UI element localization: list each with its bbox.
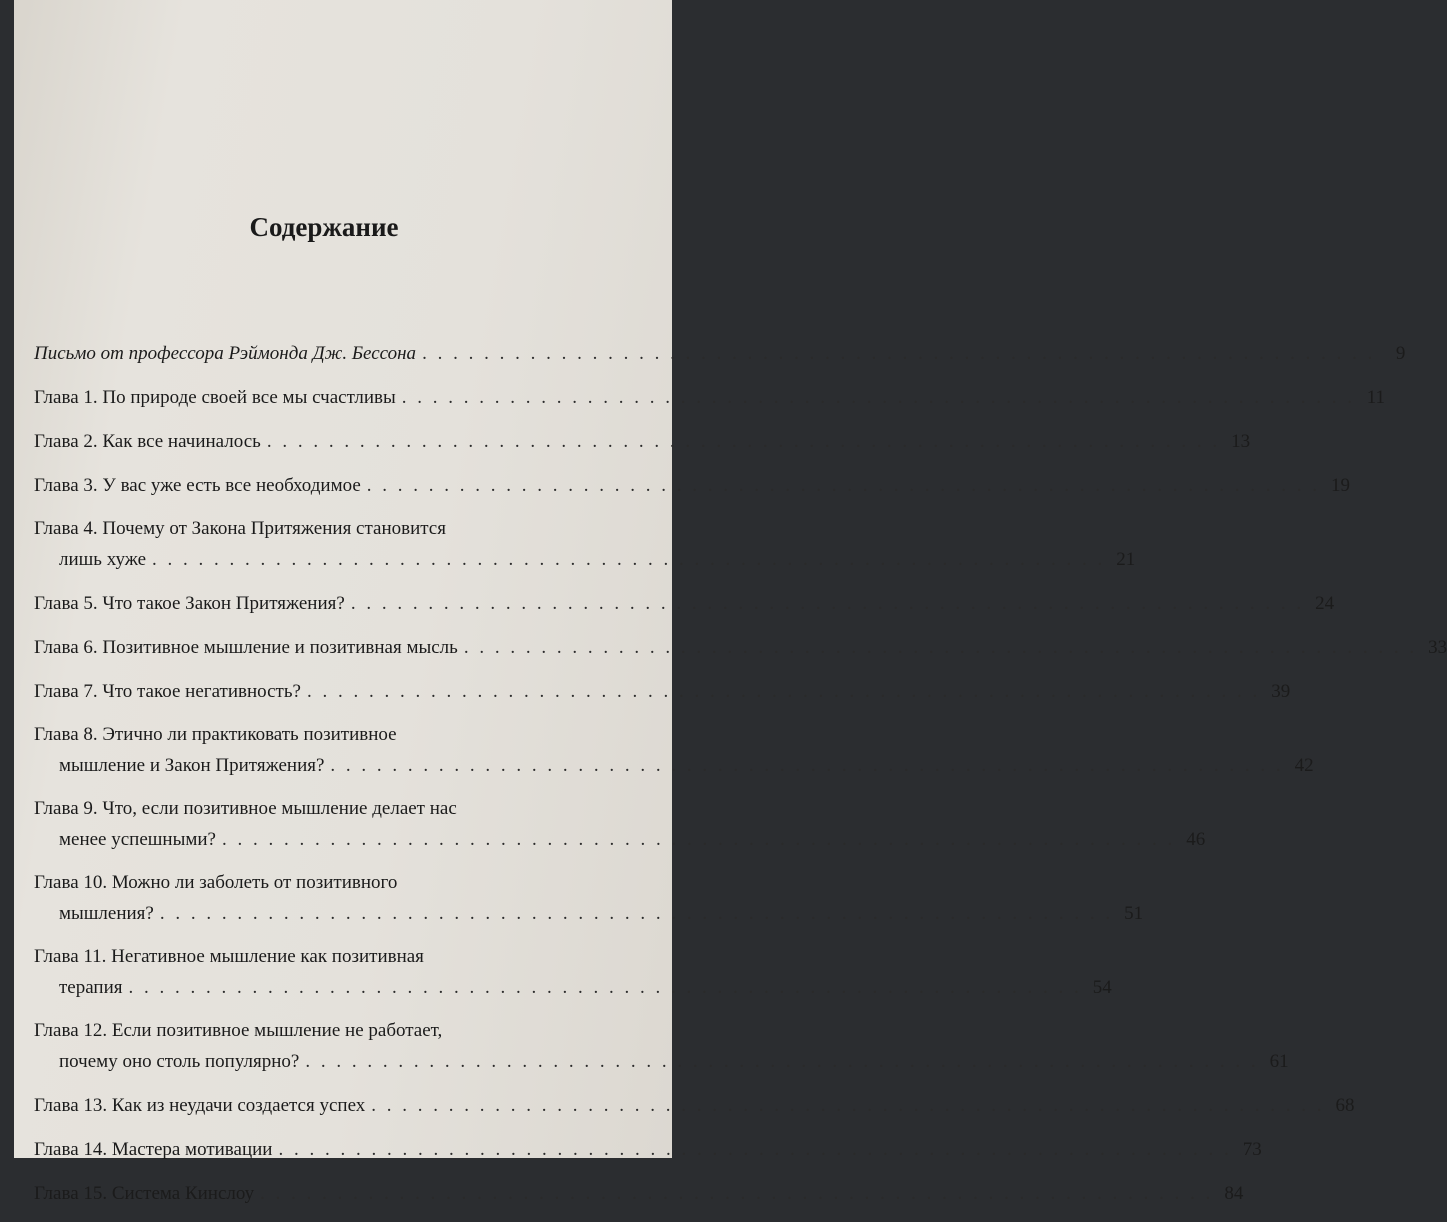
toc-entry: [34, 632, 1447, 664]
toc-entry: [34, 426, 1251, 458]
toc-page-number: 39: [1271, 681, 1291, 702]
toc-entry-title: Глава 8. Этично ли практиковать позитивное: [34, 724, 397, 745]
toc-entry-title: Глава 14. Мастера мотивации: [34, 1139, 273, 1160]
toc-entry: [34, 794, 1206, 856]
toc-line: [34, 972, 1112, 1004]
toc-entry-title: Глава 1. По природе своей все мы счастливы: [34, 387, 396, 408]
toc-entry-title: Глава 9. Что, если позитивное мышление делает нас: [34, 798, 457, 819]
toc-entry-title: мышления?: [59, 903, 154, 924]
toc-page-number: 68: [1335, 1095, 1355, 1116]
dot-leader: . . . . . . . . . . . . . . . . . . . . . . . . . . . . . . . . . . . . . . . . . . . . . . . . . . . . . . . . . . . . . .: [266, 431, 1221, 452]
dot-leader: . . . . . . . . . . . . . . . . . . . . . . . . . . . . . . . . . . . . . . . . . . . . . . . . . . . . . . . . . . . . . .: [366, 475, 1321, 496]
dot-leader: . . . . . . . . . . . . . . . . . . . . . . . . . . . . . . . . . . . . . . . . . . . . . . . . . . . . . . . . . . . . . .: [128, 977, 1082, 998]
toc-entry: [34, 720, 1314, 782]
toc-entry-title: Глава 13. Как из неудачи создается успех: [34, 1095, 366, 1116]
toc-page-number: 21: [1116, 549, 1136, 570]
toc-line: [34, 544, 1136, 576]
toc-line: [34, 868, 596, 898]
toc-page-number: 33: [1428, 637, 1447, 658]
toc-entry: [34, 942, 1112, 1004]
toc-line: [34, 1134, 1262, 1166]
toc-entry-title: Глава 3. У вас уже есть все необходимое: [34, 475, 361, 496]
toc-line: [34, 1090, 1355, 1122]
toc-line: [34, 942, 596, 972]
dot-leader: . . . . . . . . . . . . . . . . . . . . . . . . . . . . . . . . . . . . . . . . . . . . . . . . . . . . . . . . . . . . . .: [221, 829, 1176, 850]
toc-page-number: 54: [1092, 977, 1112, 998]
toc-entry-title: Письмо от профессора Рэймонда Дж. Бессона: [34, 343, 417, 364]
toc-entry: [34, 1134, 1262, 1166]
toc-page-number: 24: [1315, 593, 1335, 614]
toc-entry: [34, 1178, 1244, 1210]
toc-entry-title: Глава 11. Негативное мышление как позитивная: [34, 946, 424, 967]
toc-page-number: 19: [1331, 475, 1351, 496]
toc-line: [34, 470, 1351, 502]
toc-line: [34, 898, 1144, 930]
toc-entry: [34, 676, 1291, 708]
toc-page-number: 13: [1231, 431, 1251, 452]
toc-line: [34, 824, 1206, 856]
page-title: Содержание: [249, 212, 399, 242]
toc-page-number: 61: [1269, 1051, 1289, 1072]
toc-line: [34, 720, 596, 750]
dot-leader: . . . . . . . . . . . . . . . . . . . . . . . . . . . . . . . . . . . . . . . . . . . . . . . . . . . . . . . . . . . . . .: [152, 549, 1106, 570]
toc-page-number: 11: [1366, 387, 1386, 408]
toc-entry: [34, 470, 1351, 502]
toc-line: [34, 750, 1314, 782]
toc-page-number: 84: [1224, 1183, 1244, 1204]
toc-page-number: 51: [1124, 903, 1144, 924]
toc-line: [34, 1046, 1289, 1078]
toc-entry-title: менее успешными?: [59, 829, 216, 850]
toc-entry: [34, 1090, 1355, 1122]
dot-leader: . . . . . . . . . . . . . . . . . . . . . . . . . . . . . . . . . . . . . . . . . . . . . . . . . . . . . . . . . . . . . .: [278, 1139, 1232, 1160]
toc-entry-title: мышление и Закон Притяжения?: [59, 755, 325, 776]
toc-entry-title: Глава 7. Что такое негативность?: [34, 681, 301, 702]
toc-page-number: 46: [1186, 829, 1206, 850]
toc-page-number: 42: [1294, 755, 1314, 776]
toc-entry: [34, 588, 1335, 620]
dot-leader: . . . . . . . . . . . . . . . . . . . . . . . . . . . . . . . . . . . . . . . . . . . . . . . . . . . . . . . . . . . . . .: [463, 637, 1418, 658]
dot-leader: . . . . . . . . . . . . . . . . . . . . . . . . . . . . . . . . . . . . . . . . . . . . . . . . . . . . . . . . . . . . . .: [422, 343, 1376, 364]
toc-entry-title: почему оно столь популярно?: [59, 1051, 300, 1072]
toc-line: [34, 632, 1447, 664]
toc-entry-title: Глава 4. Почему от Закона Притяжения становится: [34, 518, 446, 539]
dot-leader: . . . . . . . . . . . . . . . . . . . . . . . . . . . . . . . . . . . . . . . . . . . . . . . . . . . . . . . . . . . . . .: [260, 1183, 1214, 1204]
toc-entry: [34, 514, 1136, 576]
toc-entry-title: Глава 12. Если позитивное мышление не работает,: [34, 1020, 443, 1041]
toc-entry: [34, 1016, 1289, 1078]
toc-entry-title: лишь хуже: [59, 549, 147, 570]
toc-line: [34, 676, 1291, 708]
book-page: [14, 0, 1447, 1204]
toc-line: [34, 426, 1251, 458]
table-of-contents: [34, 338, 1447, 1222]
toc-entry-title: Глава 6. Позитивное мышление и позитивная мысль: [34, 637, 458, 658]
dot-leader: . . . . . . . . . . . . . . . . . . . . . . . . . . . . . . . . . . . . . . . . . . . . . . . . . . . . . . . . . . . . . .: [159, 903, 1114, 924]
dot-leader: . . . . . . . . . . . . . . . . . . . . . . . . . . . . . . . . . . . . . . . . . . . . . . . . . . . . . . . . . . . . . .: [305, 1051, 1259, 1072]
toc-entry-title: Глава 10. Можно ли заболеть от позитивного: [34, 872, 398, 893]
toc-entry-title: Глава 5. Что такое Закон Притяжения?: [34, 593, 345, 614]
toc-entry-title: Глава 15. Система Кинслоу: [34, 1183, 255, 1204]
toc-line: [34, 382, 1386, 414]
toc-page-number: 73: [1242, 1139, 1262, 1160]
toc-line: [34, 338, 1406, 370]
toc-line: [34, 588, 1335, 620]
dot-leader: . . . . . . . . . . . . . . . . . . . . . . . . . . . . . . . . . . . . . . . . . . . . . . . . . . . . . . . . . . . . . .: [371, 1095, 1325, 1116]
toc-entry-title: терапия: [59, 977, 123, 998]
dot-leader: . . . . . . . . . . . . . . . . . . . . . . . . . . . . . . . . . . . . . . . . . . . . . . . . . . . . . . . . . . . . . .: [306, 681, 1261, 702]
toc-line: [34, 514, 596, 544]
toc-entry: [34, 868, 1144, 930]
toc-entry: [34, 382, 1386, 414]
dot-leader: . . . . . . . . . . . . . . . . . . . . . . . . . . . . . . . . . . . . . . . . . . . . . . . . . . . . . . . . . . . . . .: [350, 593, 1305, 614]
toc-line: [34, 1178, 1244, 1210]
toc-page-number: 9: [1395, 343, 1406, 364]
toc-line: [34, 794, 596, 824]
toc-entry: [34, 338, 1406, 370]
dot-leader: . . . . . . . . . . . . . . . . . . . . . . . . . . . . . . . . . . . . . . . . . . . . . . . . . . . . . . . . . . . . . .: [401, 387, 1356, 408]
toc-line: [34, 1016, 596, 1046]
dot-leader: . . . . . . . . . . . . . . . . . . . . . . . . . . . . . . . . . . . . . . . . . . . . . . . . . . . . . . . . . . . . . .: [330, 755, 1284, 776]
toc-entry-title: Глава 2. Как все начиналось: [34, 431, 261, 452]
